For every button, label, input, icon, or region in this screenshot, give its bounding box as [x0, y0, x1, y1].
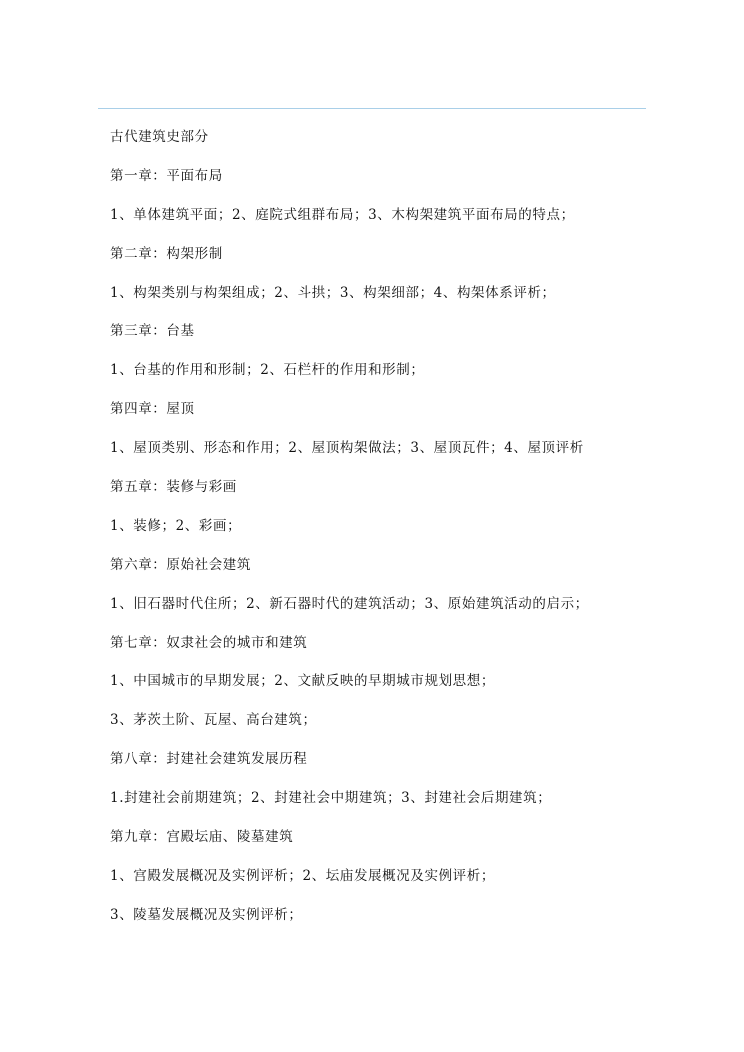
chapter-items: 3、陵墓发展概况及实例评析； — [110, 906, 303, 923]
header-rule — [98, 108, 646, 109]
chapter-heading: 第二章：构架形制 — [110, 245, 223, 262]
chapter-heading: 第三章：台基 — [110, 323, 195, 340]
chapter-items: 1、台基的作用和形制；2、石栏杆的作用和形制； — [110, 362, 425, 379]
chapter-heading: 第九章：宫殿坛庙、陵墓建筑 — [110, 829, 294, 846]
chapter-items: 1、屋顶类别、形态和作用；2、屋顶构架做法；3、屋顶瓦件；4、屋顶评析 — [110, 440, 584, 457]
chapter-heading: 第七章：奴隶社会的城市和建筑 — [110, 634, 308, 651]
chapter-heading: 第八章：封建社会建筑发展历程 — [110, 751, 308, 768]
chapter-heading: 第五章：装修与彩画 — [110, 479, 237, 496]
document-body — [110, 128, 670, 945]
chapter-heading: 第一章：平面布局 — [110, 167, 223, 184]
chapter-items: 1、中国城市的早期发展；2、文献反映的早期城市规划思想； — [110, 673, 495, 690]
chapter-heading: 第四章：屋顶 — [110, 401, 195, 418]
chapter-items: 1.封建社会前期建筑；2、封建社会中期建筑；3、封建社会后期建筑； — [110, 790, 552, 807]
chapter-heading: 第六章：原始社会建筑 — [110, 556, 251, 573]
chapter-items: 3、茅茨土阶、瓦屋、高台建筑； — [110, 712, 317, 729]
chapter-items: 1、单体建筑平面；2、庭院式组群布局；3、木构架建筑平面布局的特点； — [110, 206, 575, 223]
chapter-items: 1、构架类别与构架组成；2、斗拱；3、构架细部；4、构架体系评析； — [110, 284, 556, 301]
chapter-items: 1、宫殿发展概况及实例评析；2、坛庙发展概况及实例评析； — [110, 867, 495, 884]
document-title: 古代建筑史部分 — [110, 129, 209, 145]
chapter-items: 1、装修；2、彩画； — [110, 517, 242, 534]
chapter-items: 1、旧石器时代住所；2、新石器时代的建筑活动；3、原始建筑活动的启示； — [110, 595, 589, 612]
